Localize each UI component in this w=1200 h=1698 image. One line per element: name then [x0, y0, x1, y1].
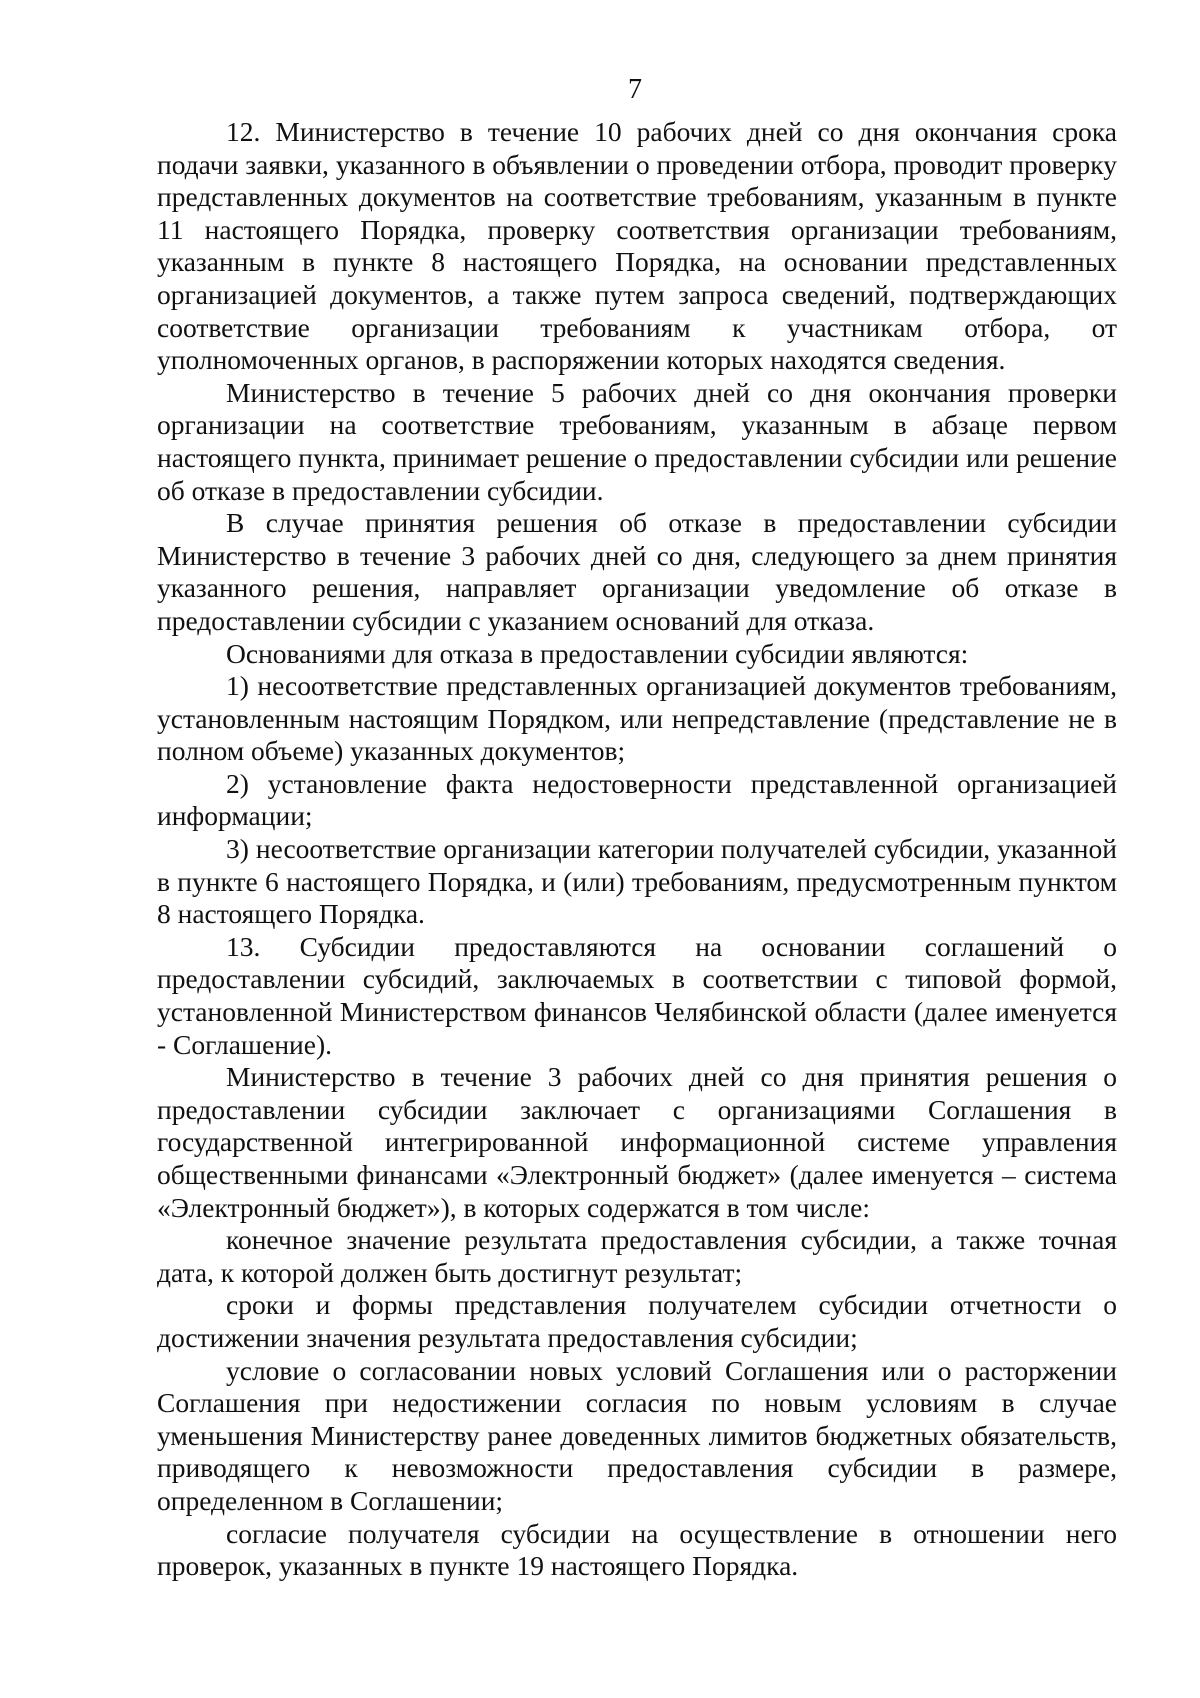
list-item-condition-3: условие о согласовании новых условий Соглашения или о расторжении Соглашения при недостижении согласия по новым условиям в случае уменьшения Министерству ранее доведенных лимитов бюджетных обязательств, приводящего к невозможности предоставления субсидии в размере, определенном в Соглашении; — [157, 1354, 1117, 1516]
list-item-condition-2: сроки и формы представления получателем субсидии отчетности о достижении значения результата предоставления субсидии; — [157, 1289, 1117, 1353]
paragraph-agreement: Министерство в течение 3 рабочих дней со дня принятия решения о предоставлении субсидии заключает с организациями Соглашения в государственной интегрированной информационной системе управления общественными финансами «Электронный бюджет» (далее именуется – система «Электронный бюджет»), в которых содержатся в том числе: — [157, 1061, 1117, 1223]
page-number: 7 — [628, 74, 642, 105]
list-item-ground-2: 2) установление факта недостоверности представленной организацией информации; — [157, 767, 1117, 832]
list-item-condition-4: согласие получателя субсидии на осуществление в отношении него проверок, указанных в пункте 19 настоящего Порядка. — [157, 1517, 1117, 1582]
list-item-ground-1: 1) несоответствие представленных организацией документов требованиям, установленным настоящим Порядком, или непредставление (представление не в полном объеме) указанных документов; — [157, 670, 1117, 767]
list-item-condition-1: конечное значение результата предоставления субсидии, а также точная дата, к которой должен быть достигнут результат; — [157, 1224, 1117, 1288]
paragraph-12-intro: 12. Министерство в течение 10 рабочих дней со дня окончания срока подачи заявки, указанного в объявлении о проведении отбора, проводит проверку представленных документов на соответствие требованиям, указанным в пункте 11 настоящего Порядка, проверку соответствия организации требованиям, указанным в пункте 8 настоящего Порядка, на основании представленных организацией документов, а также путем запроса сведений, подтверждающих соответствие организации требованиям к участникам отбора, от уполномоченных органов, в распоряжении которых находятся сведения. — [157, 116, 1117, 376]
paragraph-decision: Министерство в течение 5 рабочих дней со дня окончания проверки организации на соответствие требованиям, указанным в абзаце первом настоящего пункта, принимает решение о предоставлении субсидии или решение об отказе в предоставлении субсидии. — [157, 376, 1117, 506]
document-body — [157, 116, 1117, 1583]
paragraph-refusal-notice: В случае принятия решения об отказе в предоставлении субсидии Министерство в течение 3 рабочих дней со дня, следующего за днем принятия указанного решения, направляет организации уведомление об отказе в предоставлении субсидии с указанием оснований для отказа. — [157, 507, 1117, 636]
paragraph-refusal-grounds: Основаниями для отказа в предоставлении субсидии являются: — [226, 637, 969, 669]
list-item-ground-3: 3) несоответствие организации категории получателей субсидии, указанной в пункте 6 настоящего Порядка, и (или) требованиям, предусмотренным пунктом 8 настоящего Порядка. — [157, 833, 1117, 930]
paragraph-13-intro: 13. Субсидии предоставляются на основании соглашений о предоставлении субсидий, заключаемых в соответствии с типовой формой, установленной Министерством финансов Челябинской области (далее именуется - Соглашение). — [157, 930, 1117, 1060]
